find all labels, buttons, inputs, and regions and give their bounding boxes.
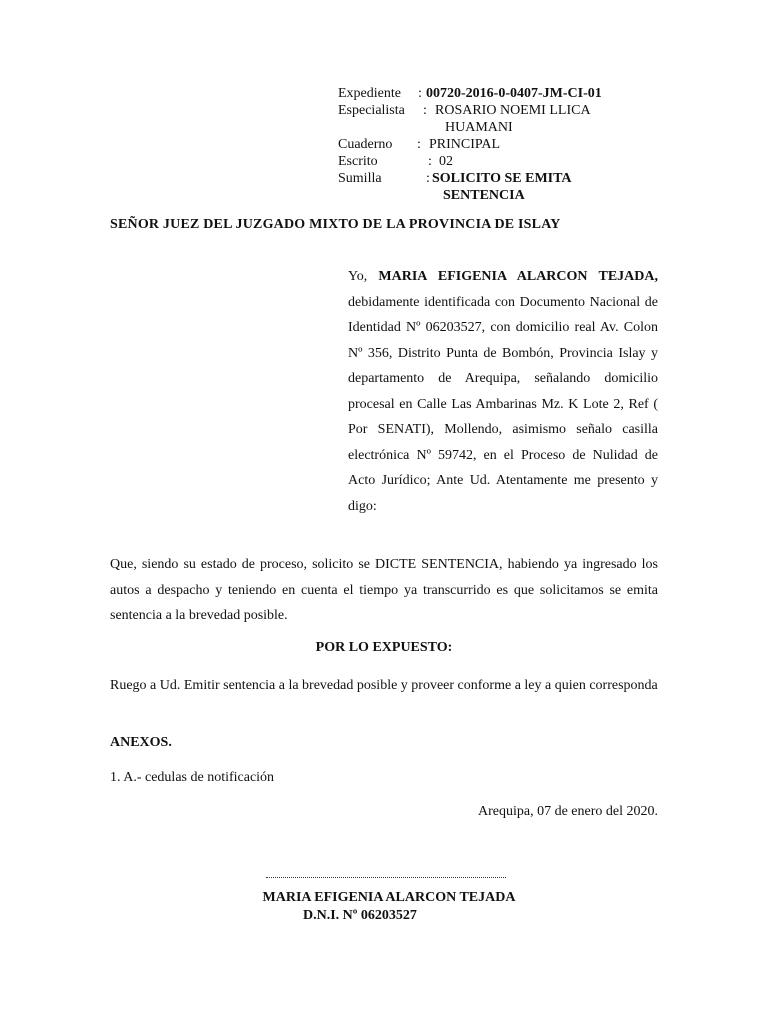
especialista-value-cont: HUAMANI — [445, 120, 513, 135]
escrito-row — [338, 153, 658, 170]
intro-prefix: Yo, — [348, 269, 379, 284]
expediente-colon: : — [418, 86, 422, 101]
cuaderno-row — [338, 136, 658, 153]
intro-paragraph — [348, 264, 658, 519]
expediente-row — [338, 85, 658, 102]
date-line: Arequipa, 07 de enero del 2020. — [478, 804, 658, 819]
applicant-name: MARIA EFIGENIA ALARCON TEJADA, — [378, 269, 658, 284]
por-lo-expuesto-text: POR LO EXPUESTO: — [315, 640, 453, 655]
ruego-paragraph: Ruego a Ud. Emitir sentencia a la brevedad posible y proveer conforme a ley a quien corresponda — [110, 678, 658, 693]
signature-name: MARIA EFIGENIA ALARCON TEJADA — [262, 890, 516, 905]
escrito-value: 02 — [439, 154, 453, 169]
escrito-colon: : — [428, 154, 432, 169]
por-lo-expuesto-heading — [0, 640, 768, 656]
escrito-label: Escrito — [338, 154, 378, 169]
sumilla-value-cont: SENTENCIA — [443, 188, 525, 203]
expediente-label: Expediente — [338, 86, 401, 101]
especialista-label: Especialista — [338, 103, 405, 118]
request-paragraph: Que, siendo su estado de proceso, solicito se DICTE SENTENCIA, habiendo ya ingresado los autos a despacho y teniendo en cuenta el tiempo ya transcurrido es que solicitamos se emita sentencia a la brevedad posible. — [110, 557, 658, 623]
signature-dni: D.N.I. Nº 06203527 — [303, 908, 417, 923]
anexo-item-1: 1. A.- cedulas de notificación — [110, 770, 275, 785]
especialista-cont-row — [338, 119, 658, 136]
intro-body: debidamente identificada con Documento Nacional de Identidad Nº 06203527, con domicilio real Av. Colon Nº 356, Distrito Punta de Bombón, Provincia Islay y departamento de Arequipa, señalando domicilio procesal en Calle Las Ambarinas Mz. K Lote 2, Ref ( Por SENATI), Mollendo, asimismo señalo casilla electrónica Nº 59742, en el Proceso de Nulidad de Acto Jurídico; Ante Ud. Atentamente me presento y digo: — [348, 294, 658, 514]
signature-line — [266, 877, 506, 878]
anexos-heading: ANEXOS. — [110, 735, 172, 750]
especialista-row — [338, 102, 658, 119]
addressee-title: SEÑOR JUEZ DEL JUZGADO MIXTO DE LA PROVINCIA DE ISLAY — [110, 217, 561, 232]
especialista-colon: : — [423, 103, 427, 118]
sumilla-row — [338, 170, 658, 187]
sumilla-label: Sumilla — [338, 171, 382, 186]
expediente-value: 00720-2016-0-0407-JM-CI-01 — [426, 86, 602, 101]
especialista-value: ROSARIO NOEMI LLICA — [435, 103, 591, 118]
cuaderno-colon: : — [417, 137, 421, 152]
sumilla-colon: : — [426, 171, 430, 186]
cuaderno-value: PRINCIPAL — [429, 137, 501, 152]
case-header — [338, 85, 658, 204]
sumilla-cont-row — [338, 187, 658, 204]
cuaderno-label: Cuaderno — [338, 137, 393, 152]
sumilla-value: SOLICITO SE EMITA — [432, 171, 572, 186]
